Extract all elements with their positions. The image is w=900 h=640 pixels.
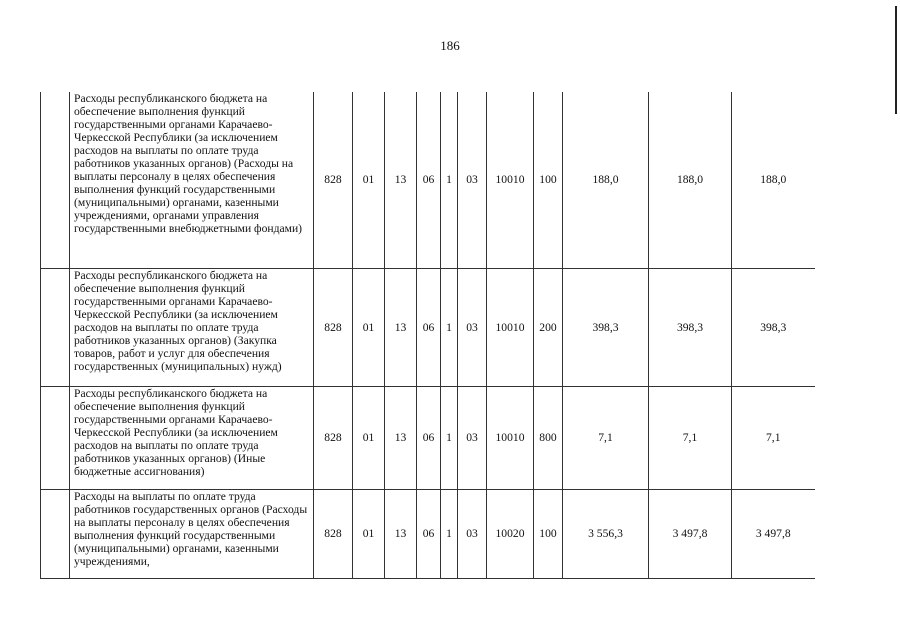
ministry-code: 828 [314, 489, 353, 578]
amount-year-1: 188,0 [563, 92, 649, 268]
row-description: Расходы на выплаты по оплате труда работников государственных органов (Расходы на выплаты персоналу в целях обеспечения выполнения функций государственными (муниципальными) органами, казенными учреждениями, [70, 489, 314, 578]
program-code: 06 [417, 268, 441, 386]
subprogram-code: 1 [441, 268, 458, 386]
amount-year-1: 7,1 [563, 386, 649, 489]
direction-code: 10020 [487, 489, 534, 578]
program-code: 06 [417, 386, 441, 489]
amount-year-2: 3 497,8 [649, 489, 732, 578]
row-spacer-cell [41, 268, 70, 386]
direction-code: 10010 [487, 92, 534, 268]
table-row [41, 92, 815, 268]
row-description: Расходы республиканского бюджета на обеспечение выполнения функций государственными органами Карачаево-Черкесской Республики (за исключением расходов на выплаты по оплате труда работников указанных органов) (Расходы на выплаты персоналу в целях обеспечения выполнения функций государственными (муниципальными) органами, казенными учреждениями, органами управления государственными внебюджетными фондами) [70, 92, 314, 268]
main-event-code: 03 [458, 386, 487, 489]
section-code: 01 [353, 92, 385, 268]
amount-year-3: 3 497,8 [732, 489, 815, 578]
program-code: 06 [417, 489, 441, 578]
row-description: Расходы республиканского бюджета на обеспечение выполнения функций государственными органами Карачаево-Черкесской Республики (за исключением расходов на выплаты по оплате труда работников указанных органов) (Закупка товаров, работ и услуг для обеспечения государственных (муниципальных) нужд) [70, 268, 314, 386]
row-spacer-cell [41, 386, 70, 489]
amount-year-2: 7,1 [649, 386, 732, 489]
subprogram-code: 1 [441, 386, 458, 489]
expense-type-code: 200 [534, 268, 563, 386]
program-code: 06 [417, 92, 441, 268]
row-spacer-cell [41, 489, 70, 578]
subsection-code: 13 [385, 386, 417, 489]
amount-year-3: 398,3 [732, 268, 815, 386]
amount-year-2: 188,0 [649, 92, 732, 268]
ministry-code: 828 [314, 386, 353, 489]
subsection-code: 13 [385, 92, 417, 268]
amount-year-3: 188,0 [732, 92, 815, 268]
amount-year-2: 398,3 [649, 268, 732, 386]
main-event-code: 03 [458, 92, 487, 268]
expense-type-code: 800 [534, 386, 563, 489]
scan-edge-line [895, 6, 897, 114]
row-spacer-cell [41, 92, 70, 268]
subsection-code: 13 [385, 268, 417, 386]
main-event-code: 03 [458, 268, 487, 386]
expense-type-code: 100 [534, 92, 563, 268]
budget-table [40, 92, 815, 579]
page-number: 186 [440, 38, 460, 53]
table-row [41, 489, 815, 578]
amount-year-1: 398,3 [563, 268, 649, 386]
main-event-code: 03 [458, 489, 487, 578]
table-row [41, 386, 815, 489]
row-description: Расходы республиканского бюджета на обеспечение выполнения функций государственными органами Карачаево-Черкесской Республики (за исключением расходов на выплаты по оплате труда работников указанных органов) (Иные бюджетные ассигнования) [70, 386, 314, 489]
section-code: 01 [353, 268, 385, 386]
amount-year-3: 7,1 [732, 386, 815, 489]
section-code: 01 [353, 489, 385, 578]
expense-type-code: 100 [534, 489, 563, 578]
ministry-code: 828 [314, 268, 353, 386]
table-row [41, 268, 815, 386]
direction-code: 10010 [487, 268, 534, 386]
ministry-code: 828 [314, 92, 353, 268]
subsection-code: 13 [385, 489, 417, 578]
subprogram-code: 1 [441, 489, 458, 578]
section-code: 01 [353, 386, 385, 489]
amount-year-1: 3 556,3 [563, 489, 649, 578]
direction-code: 10010 [487, 386, 534, 489]
subprogram-code: 1 [441, 92, 458, 268]
